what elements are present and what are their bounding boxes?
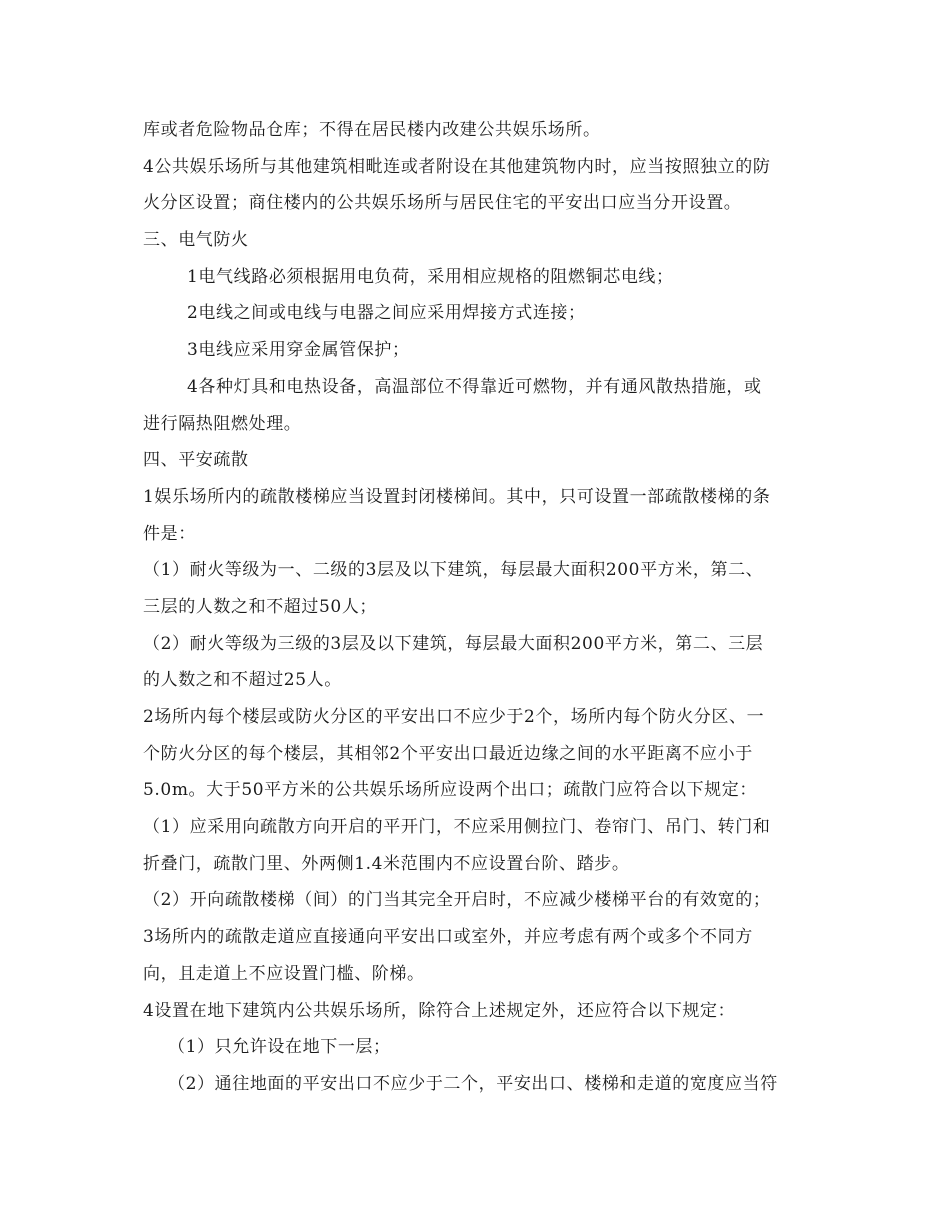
paragraph-line: （1）耐火等级为一、二级的3层及以下建筑，每层最大面积200平方米，第二、 [143, 560, 764, 581]
section-heading-evacuation: 四、平安疏散 [143, 450, 249, 471]
paragraph-line: 1娱乐场所内的疏散楼梯应当设置封闭楼梯间。其中，只可设置一部疏散楼梯的条 [143, 486, 771, 507]
paragraph-line: 4各种灯具和电热设备，高温部位不得靠近可燃物，并有通风散热措施，或 [187, 376, 762, 397]
paragraph-line: 1电气线路必须根据用电负荷，采用相应规格的阻燃铜芯电线； [187, 266, 674, 287]
section-heading-electrical: 三、电气防火 [143, 230, 249, 251]
paragraph-line: 库或者危险物品仓库；不得在居民楼内改建公共娱乐场所。 [143, 120, 601, 140]
paragraph-line: 的人数之和不超过25人。 [143, 670, 342, 691]
paragraph-line: 进行隔热阻燃处理。 [143, 413, 302, 434]
paragraph-line: 折叠门，疏散门里、外两侧1.4米范围内不应设置台阶、踏步。 [143, 853, 630, 874]
paragraph-line: （2）开向疏散楼梯（间）的门当其完全开启时，不应减少楼梯平台的有效宽的； [143, 890, 771, 911]
paragraph-line: 2电线之间或电线与电器之间应采用焊接方式连接； [187, 303, 586, 324]
paragraph-line: 3电线应采用穿金属管保护； [187, 340, 410, 361]
paragraph-line: 4设置在地下建筑内公共娱乐场所，除符合上述规定外，还应符合以下规定： [143, 1000, 736, 1021]
paragraph-line: 5.0m。大于50平方米的公共娱乐场所应设两个出口；疏散门应符合以下规定： [143, 780, 757, 801]
paragraph-line: （2）通往地面的平安出口不应少于二个，平安出口、楼梯和走道的宽度应当符 [168, 1073, 778, 1094]
paragraph-line: 4公共娱乐场所与其他建筑相毗连或者附设在其他建筑物内时，应当按照独立的防 [143, 156, 771, 177]
document-body [143, 112, 823, 1103]
paragraph-line: （1）应采用向疏散方向开启的平开门，不应采用侧拉门、卷帘门、吊门、转门和 [143, 817, 771, 838]
paragraph-line: 三层的人数之和不超过50人； [143, 596, 378, 617]
paragraph-line: （1）只允许设在地下一层； [168, 1037, 391, 1058]
paragraph-line: 火分区设置；商住楼内的公共娱乐场所与居民住宅的平安出口应当分开设置。 [143, 193, 742, 214]
paragraph-line: 3场所内的疏散走道应直接通向平安出口或室外，并应考虑有两个或多个不同方 [143, 927, 753, 948]
paragraph-line: 个防火分区的每个楼层，其相邻2个平安出口最近边缘之间的水平距离不应小于 [143, 743, 753, 764]
paragraph-line: 2场所内每个楼层或防火分区的平安出口不应少于2个，场所内每个防火分区、一 [143, 707, 765, 727]
paragraph-line: 件是： [143, 523, 196, 544]
paragraph-line: （2）耐火等级为三级的3层及以下建筑，每层最大面积200平方米，第二、三层 [143, 633, 764, 654]
paragraph-line: 向，且走道上不应设置门槛、阶梯。 [143, 963, 425, 984]
